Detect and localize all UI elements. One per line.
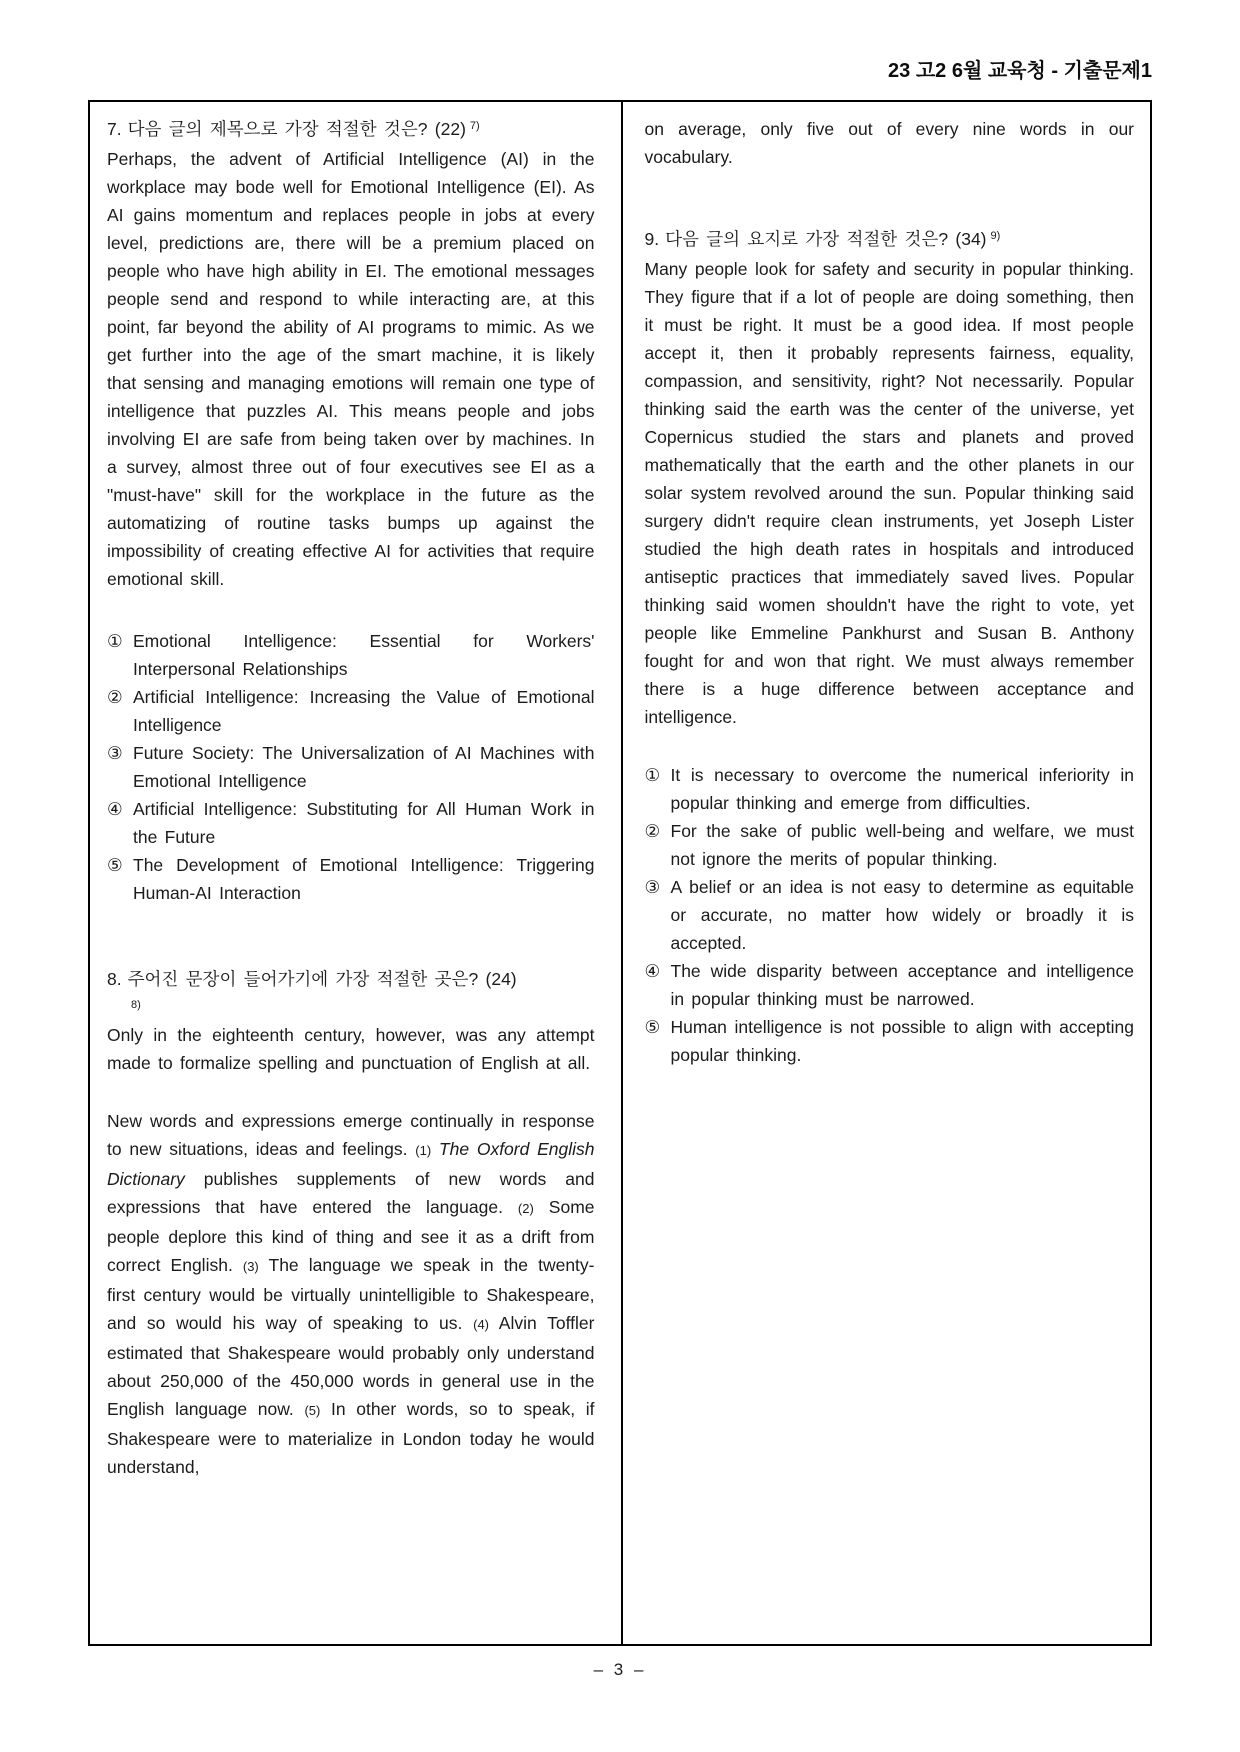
- passage-segment: publishes supplements of new words and expressions that have entered the language.: [107, 1169, 595, 1217]
- passage-segment: New words and expressions emerge continually in response to new situations, ideas and feelings.: [107, 1111, 595, 1159]
- choice-number: ③: [107, 743, 123, 763]
- choice-text: A belief or an idea is not easy to determine as equitable or accurate, no matter how widely or broadly it is accepted.: [670, 877, 1134, 953]
- right-column: [621, 102, 1151, 1644]
- question-9-block: [645, 225, 1135, 1069]
- question-7-choice-5: [107, 851, 595, 907]
- passage-segment: The language we speak in the twenty-first century would be virtually unintelligible to Shakespeare, and so would his way of speaking to us.: [107, 1255, 595, 1333]
- choice-text: For the sake of public well-being and welfare, we must not ignore the merits of popular thinking.: [670, 821, 1134, 869]
- passage-segment: Alvin Toffler estimated that Shakespeare would probably only understand about 250,000 of the 450,000 words in general use in the English language now.: [107, 1313, 595, 1419]
- choice-text: Human intelligence is not possible to align with accepting popular thinking.: [670, 1017, 1134, 1065]
- question-7-choice-2: [107, 683, 595, 739]
- page-header: 23 고2 6월 교육청 - 기출문제1: [888, 60, 1152, 82]
- question-8-header: [107, 965, 595, 993]
- question-7-choice-4: [107, 795, 595, 851]
- question-9-choices: [645, 761, 1135, 1069]
- question-8-passage-continuation: on average, only five out of every nine words in our vocabulary.: [644, 119, 1134, 167]
- content-box: [88, 100, 1152, 1646]
- question-7-footnote-marker: 7): [469, 120, 480, 132]
- choice-number: ⑤: [107, 855, 123, 875]
- choice-text: Emotional Intelligence: Essential for Workers' Interpersonal Relationships: [133, 631, 595, 679]
- question-9-header: [645, 225, 1135, 253]
- choice-number: ①: [107, 631, 123, 651]
- position-marker-1: (1): [415, 1143, 432, 1158]
- question-8-footnote-marker: 8): [131, 999, 141, 1011]
- left-column: [90, 102, 621, 1644]
- choice-number: ①: [644, 765, 661, 785]
- question-9-choice-3: [645, 873, 1135, 957]
- question-9-choice-1: [645, 761, 1135, 817]
- question-8-block: [107, 965, 595, 1481]
- question-7-choices: [107, 627, 595, 907]
- choice-number: ④: [644, 961, 661, 981]
- question-9-passage: Many people look for safety and security in popular thinking. They figure that if a lot of people are doing something, then it must be right. It must be a good idea. If most people accept it, then it probably represents fairness, equality, compassion, and sensitivity, right? Not necessarily. Popular thinking said the earth was the center of the universe, yet Copernicus studied the stars and planets and proved mathematically that the earth and the other planets in our solar system revolved around the sun. Popular thinking said surgery didn't require clean instruments, yet Joseph Lister studied the high death rates in hospitals and introduced antiseptic practices that immediately saved lives. Popular thinking said women shouldn't have the right to vote, yet people like Emmeline Pankhurst and Susan B. Anthony fought for and won that right. We must always remember there is a huge difference between acceptance and intelligence.: [644, 259, 1134, 727]
- choice-number: ⑤: [644, 1017, 661, 1037]
- question-8-title: 주어진 문장이 들어가기에 가장 적절한 곳은? (24): [127, 969, 517, 989]
- book-title-oxford-english-dictionary: The Oxford English Dictionary: [107, 1139, 595, 1189]
- question-8-given-sentence: Only in the eighteenth century, however, was any attempt made to formalize spelling and punctuation of English at all.: [107, 1025, 595, 1073]
- question-7-header: [107, 115, 595, 143]
- question-8-passage: [107, 1107, 595, 1481]
- choice-text: Artificial Intelligence: Substituting for All Human Work in the Future: [133, 799, 595, 847]
- passage-segment: In other words, so to speak, if Shakespeare were to materialize in London today he would understand,: [107, 1399, 595, 1477]
- choice-text: Future Society: The Universalization of AI Machines with Emotional Intelligence: [133, 743, 595, 791]
- choice-number: ③: [644, 877, 661, 897]
- question-7-number: 7.: [107, 119, 122, 139]
- choice-number: ②: [644, 821, 661, 841]
- question-7-passage: Perhaps, the advent of Artificial Intelligence (AI) in the workplace may bode well for Emotional Intelligence (EI). As AI gains momentum and replaces people in jobs at every level, predictions are, there will be a premium placed on people who have high ability in EI. The emotional messages people send and respond to while interacting are, at this point, far beyond the ability of AI programs to mimic. As we get further into the age of the smart machine, it is likely that sensing and managing emotions will remain one type of intelligence that puzzles AI. This means people and jobs involving EI are safe from being taken over by machines. In a survey, almost three out of four executives see EI as a "must-have" skill for the workplace in the future as the automatizing of routine tasks bumps up against the impossibility of creating effective AI for activities that require emotional skill.: [107, 149, 595, 589]
- page-number: – 3 –: [593, 1660, 647, 1679]
- choice-number: ②: [107, 687, 123, 707]
- position-marker-3: (3): [242, 1259, 259, 1274]
- choice-number: ④: [107, 799, 123, 819]
- choice-text: The Development of Emotional Intelligence: Triggering Human-AI Interaction: [133, 855, 595, 903]
- question-7-title: 다음 글의 제목으로 가장 적절한 것은? (22): [127, 119, 466, 139]
- choice-text: It is necessary to overcome the numerical inferiority in popular thinking and emerge from difficulties.: [670, 765, 1134, 813]
- question-9-footnote-marker: 9): [990, 230, 1001, 242]
- question-9-choice-2: [645, 817, 1135, 873]
- position-marker-4: (4): [473, 1317, 490, 1332]
- passage-segment: Some people deplore this kind of thing and see it as a drift from correct English.: [107, 1197, 595, 1275]
- question-9-choice-5: [645, 1013, 1135, 1069]
- question-9-title: 다음 글의 요지로 가장 적절한 것은? (34): [665, 229, 987, 249]
- question-9-number: 9.: [644, 229, 660, 249]
- position-marker-5: (5): [304, 1403, 321, 1418]
- choice-text: Artificial Intelligence: Increasing the Value of Emotional Intelligence: [133, 687, 595, 735]
- question-7-choice-3: [107, 739, 595, 795]
- question-8-number: 8.: [107, 969, 122, 989]
- position-marker-2: (2): [517, 1201, 534, 1216]
- question-9-choice-4: [645, 957, 1135, 1013]
- question-7-choice-1: [107, 627, 595, 683]
- choice-text: The wide disparity between acceptance and intelligence in popular thinking must be narrowed.: [670, 961, 1134, 1009]
